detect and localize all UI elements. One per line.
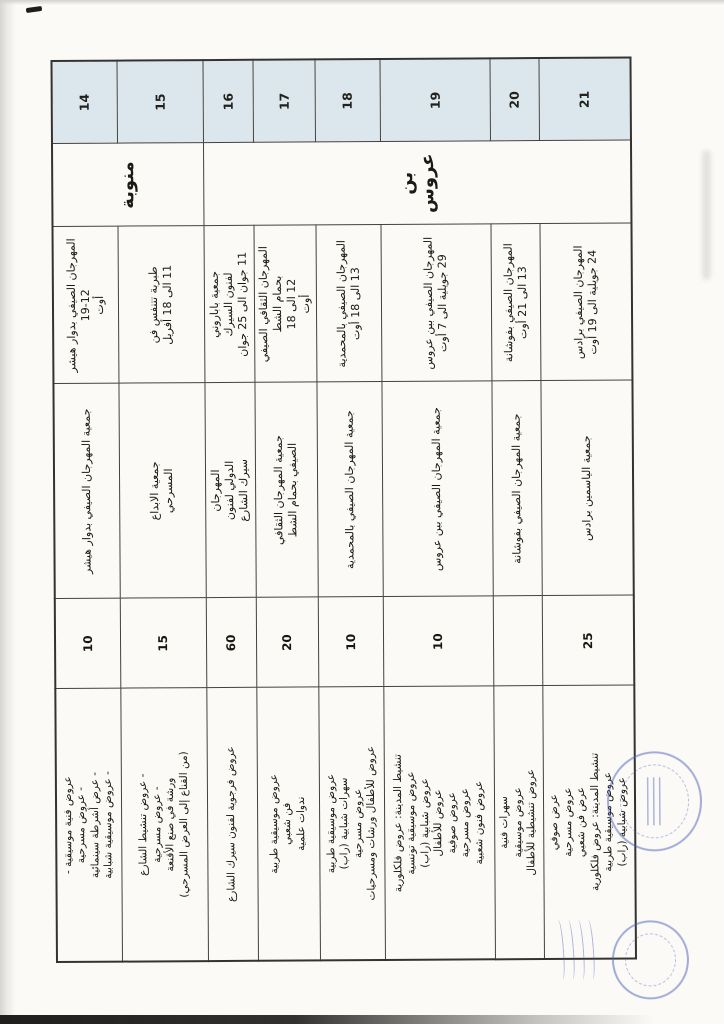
table-row xyxy=(51,61,122,962)
association-cell xyxy=(53,384,119,599)
official-stamp-icon xyxy=(607,751,703,852)
cell-line: عروض موسيقية طربية xyxy=(602,772,615,872)
association-cell xyxy=(540,380,633,596)
cell-line: عروض فنون شعبية xyxy=(472,780,486,865)
amount-cell: 25 xyxy=(542,595,635,686)
cell-line: جمعية الابداع xyxy=(147,461,162,521)
table-body xyxy=(51,57,635,962)
cell-line: المهرجان xyxy=(208,469,223,512)
cell-line: عروض مسرحية xyxy=(561,787,575,857)
cell-line: جمعية المهرجان الصيفي بدوار هيشر xyxy=(79,408,94,575)
cell-line: 11 جوان الى 25 جوان xyxy=(235,251,250,357)
row-number-cell: 16 xyxy=(202,60,253,143)
amount-cell: 10 xyxy=(318,597,384,687)
cell-line: أوت xyxy=(92,295,106,315)
stamp-inner-ring xyxy=(625,933,676,986)
description-cell xyxy=(318,687,385,960)
cell-line: 29 جويلية الى 7 أوت xyxy=(435,254,450,353)
row-number-cell: 14 xyxy=(51,61,117,144)
festival-cell xyxy=(204,226,255,383)
association-cell xyxy=(204,383,255,598)
cell-line: عروض موسيقية xyxy=(511,787,525,858)
row-number-cell: 18 xyxy=(314,59,380,142)
cell-line: المهرجان الثقافي الصيفي xyxy=(256,246,271,363)
cell-line: عروض مسرحية xyxy=(351,788,364,859)
cell-line: 13 الى 18 أوت xyxy=(348,267,362,341)
cell-line: 11 الى 18 أفريل xyxy=(160,264,175,345)
amount-cell: 60 xyxy=(206,598,257,688)
cell-line: 13 الى 21 أوت xyxy=(515,266,529,340)
cell-line: تنشيط المدينة: عروض فلكلورية xyxy=(391,754,405,893)
cell-line: لفنون السيرك xyxy=(221,272,236,337)
cell-line: المهرجان الصيفي برادس xyxy=(571,245,586,360)
association-cell xyxy=(316,382,382,597)
description-cell xyxy=(55,689,122,962)
amount-cell xyxy=(493,596,543,686)
cell-line: جمعية المهرجان الصيفي ببن عروس xyxy=(429,407,444,572)
festival-cell xyxy=(380,224,491,382)
festival-cell xyxy=(490,224,540,381)
cell-line: عروض مسرحية xyxy=(459,788,472,858)
cell-line: عروض للأطفال ورشات ومسرحيات xyxy=(364,746,378,901)
description-cell xyxy=(206,688,258,961)
cell-line: بحمام الشط xyxy=(270,275,285,333)
cell-line: 12 الى 18 xyxy=(284,278,299,330)
cell-line: عروض شبابية (راب) xyxy=(418,778,432,868)
cell-line: عروض صوفية xyxy=(445,792,459,854)
cell-line: جمعية باباروني xyxy=(207,271,222,338)
festival-cell xyxy=(254,225,317,382)
association-cell xyxy=(118,383,205,599)
cell-line: سهرات فنية xyxy=(498,796,511,849)
scan-edge-bottom xyxy=(0,1015,654,1024)
cell-line: جمعية المهرجان الصيفي بفوشانة xyxy=(509,413,524,564)
rotated-table-container xyxy=(50,58,634,963)
row-number-cell: 15 xyxy=(116,60,203,144)
cell-line: 24 جويلية الى 19 أوت xyxy=(585,249,600,355)
cell-line: عروض تنشيطية للأطفال xyxy=(525,769,538,876)
cell-line: - عروض موسيقية شبابية xyxy=(102,771,115,879)
handwritten-ink-mark xyxy=(554,918,606,982)
festivals-table xyxy=(50,56,637,963)
cell-line: عروض فرجوية لفنون سيرك الشارع xyxy=(224,746,238,903)
cell-line: فن شعبي xyxy=(281,802,294,845)
amount-cell: 20 xyxy=(256,597,319,687)
association-cell xyxy=(254,382,317,597)
amount-cell: 10 xyxy=(55,599,121,689)
official-stamp-icon xyxy=(612,920,689,999)
cell-line: عرض فن شعبي xyxy=(575,786,588,858)
cell-line: عروض موسيقية طربية xyxy=(267,774,281,874)
scan-edge-top xyxy=(0,0,724,5)
cell-line: جمعية المهرجان الثقافي xyxy=(271,435,286,546)
cell-line: جمعية الياسمين برادس xyxy=(579,435,594,542)
cell-line: عروض للأطفال xyxy=(432,789,445,857)
cell-line: عرض صوفي xyxy=(548,794,561,851)
cell-line: (من القناع إلى العرض المسرحي) xyxy=(177,751,191,898)
row-number-cell: 17 xyxy=(252,59,315,142)
row-number-cell: 19 xyxy=(379,58,490,142)
scan-streak-artifact xyxy=(702,150,711,280)
row-number-cell: 20 xyxy=(489,58,539,141)
festival-cell xyxy=(118,226,205,384)
cell-line: عروض شبابية (راب) xyxy=(615,777,629,867)
association-cell xyxy=(491,381,541,596)
region-cell: بن عروس xyxy=(203,140,631,226)
festival-cell xyxy=(53,227,119,384)
cell-line: الدولي لفنون xyxy=(222,460,237,521)
cell-line: - عروض مسرحية xyxy=(75,786,88,864)
festival-cell xyxy=(539,223,632,381)
cell-line: المهرجان الصيفي بالمحمدية xyxy=(334,239,348,368)
cell-line: جمعية المهرجان الصيفي بالمحمدية xyxy=(342,410,357,570)
cell-line: سيرك الشارع xyxy=(236,458,251,522)
cell-line: ورشة في صنع الأقنعة xyxy=(163,777,177,872)
cell-line: المهرجان الصيفي بفوشانة xyxy=(501,243,515,363)
cell-line: ندوات علمية xyxy=(294,796,308,851)
amount-cell: 15 xyxy=(120,598,207,689)
cell-line: - عروض مسرحية xyxy=(150,786,163,863)
cell-line: طبربة تتنفس فن xyxy=(146,266,161,344)
description-cell xyxy=(120,688,208,962)
cell-line: المهرجان الصيفي بدوار هيشر xyxy=(64,238,79,373)
festival-cell xyxy=(315,225,381,382)
cell-line: المهرجان الصيفي ببن عروس xyxy=(421,236,436,370)
cell-line: 19-12 xyxy=(78,289,92,322)
cell-line: المسرحي xyxy=(161,468,176,514)
cell-line: - عرض أشرطة سينمائية xyxy=(88,771,102,879)
cell-line: - عروض تنشيط الشارع xyxy=(136,773,150,876)
description-cell xyxy=(256,687,320,960)
scan-corner-mark xyxy=(26,6,43,13)
table-row xyxy=(202,60,258,961)
cell-line: الصيفي بحمام الشط xyxy=(285,442,300,538)
cell-line: عروض موسيقية طربية xyxy=(324,773,337,874)
cell-line: عروض موسيقية تونسية xyxy=(405,771,418,875)
stamp-center-text xyxy=(647,777,663,825)
cell-line: أوت xyxy=(298,294,313,314)
amount-cell: 10 xyxy=(383,596,494,687)
description-cell xyxy=(493,686,544,959)
cell-line: تنشيط المدينة: عروض فلكلورية xyxy=(588,752,602,892)
row-number-cell: 21 xyxy=(538,57,631,141)
cell-line: عروض فنية موسيقية - xyxy=(61,776,75,875)
region-cell: منوبة xyxy=(52,143,204,227)
cell-line: سهرات شبابية (راب) xyxy=(337,777,351,870)
description-cell xyxy=(383,686,495,960)
association-cell xyxy=(381,381,492,597)
